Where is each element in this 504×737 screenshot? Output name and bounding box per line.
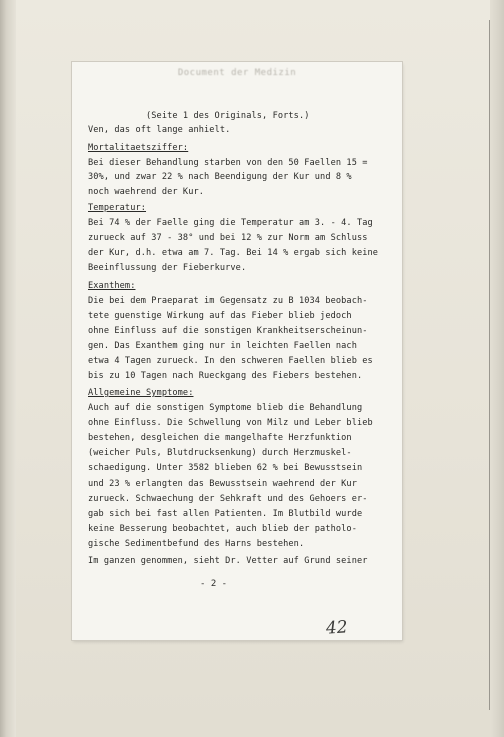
text-line: keine Besserung beobachtet, auch blieb der patholo- — [88, 524, 357, 534]
right-page-edge — [490, 0, 504, 737]
section-heading: Temperatur: — [88, 203, 147, 213]
text-line: und 23 % erlangten das Bewusstsein waehrend der Kur — [88, 479, 357, 489]
text-line: bis zu 10 Tagen nach Rueckgang des Fiebers bestehen. — [88, 371, 363, 381]
section-heading: Mortalitaetsziffer: — [88, 143, 189, 153]
text-line: gab sich bei fast allen Patienten. Im Blutbild wurde — [88, 509, 363, 519]
text-line: der Kur, d.h. etwa am 7. Tag. Bei 14 % ergab sich keine — [88, 248, 379, 258]
text-line: ohne Einfluss. Die Schwellung von Milz und Leber blieb — [88, 418, 373, 428]
section-heading: Exanthem: — [88, 281, 136, 291]
text-line: zurueck. Schwaechung der Sehkraft und des Gehoers er- — [88, 494, 368, 504]
text-line: zurueck auf 37 - 38° und bei 12 % zur Norm am Schluss — [88, 233, 368, 243]
text-line: 30%, und zwar 22 % nach Beendigung der Kur und 8 % — [88, 172, 352, 182]
text-line: (Seite 1 des Originals, Forts.) — [146, 111, 310, 121]
binding-edge — [0, 0, 16, 737]
text-line: schaedigung. Unter 3582 blieben 62 % bei Bewusstsein — [88, 463, 363, 473]
text-line: Ven, das oft lange anhielt. — [88, 125, 231, 135]
right-margin-rule — [489, 20, 490, 710]
text-line: ohne Einfluss auf die sonstigen Krankheitserscheinun- — [88, 326, 368, 336]
page-number: - 2 - — [200, 579, 228, 589]
text-line: (weicher Puls, Blutdrucksenkung) durch Herzmuskel- — [88, 448, 352, 458]
text-line: Bei 74 % der Faelle ging die Temperatur am 3. - 4. Tag — [88, 218, 373, 228]
text-line: Die bei dem Praeparat im Gegensatz zu B 1034 beobach- — [88, 296, 368, 306]
text-line: gische Sedimentbefund des Harns bestehen. — [88, 539, 305, 549]
text-line: etwa 4 Tagen zurueck. In den schweren Faellen blieb es — [88, 356, 373, 366]
text-line: Auch auf die sonstigen Symptome blieb die Behandlung — [88, 403, 363, 413]
text-line: Beeinflussung der Fieberkurve. — [88, 263, 247, 273]
text-line: gen. Das Exanthem ging nur in leichten Faellen nach — [88, 341, 357, 351]
text-line: Im ganzen genommen, sieht Dr. Vetter auf Grund seiner — [88, 556, 368, 566]
text-line: bestehen, desgleichen die mangelhafte Herzfunktion — [88, 433, 352, 443]
faded-header: Document der Medizin — [177, 68, 297, 78]
folio-number: 42 — [325, 617, 349, 639]
text-line: Bei dieser Behandlung starben von den 50 Faellen 15 = — [88, 158, 368, 168]
text-line: noch waehrend der Kur. — [88, 187, 205, 197]
section-heading: Allgemeine Symptome: — [88, 388, 194, 398]
text-line: tete guenstige Wirkung auf das Fieber blieb jedoch — [88, 311, 352, 321]
